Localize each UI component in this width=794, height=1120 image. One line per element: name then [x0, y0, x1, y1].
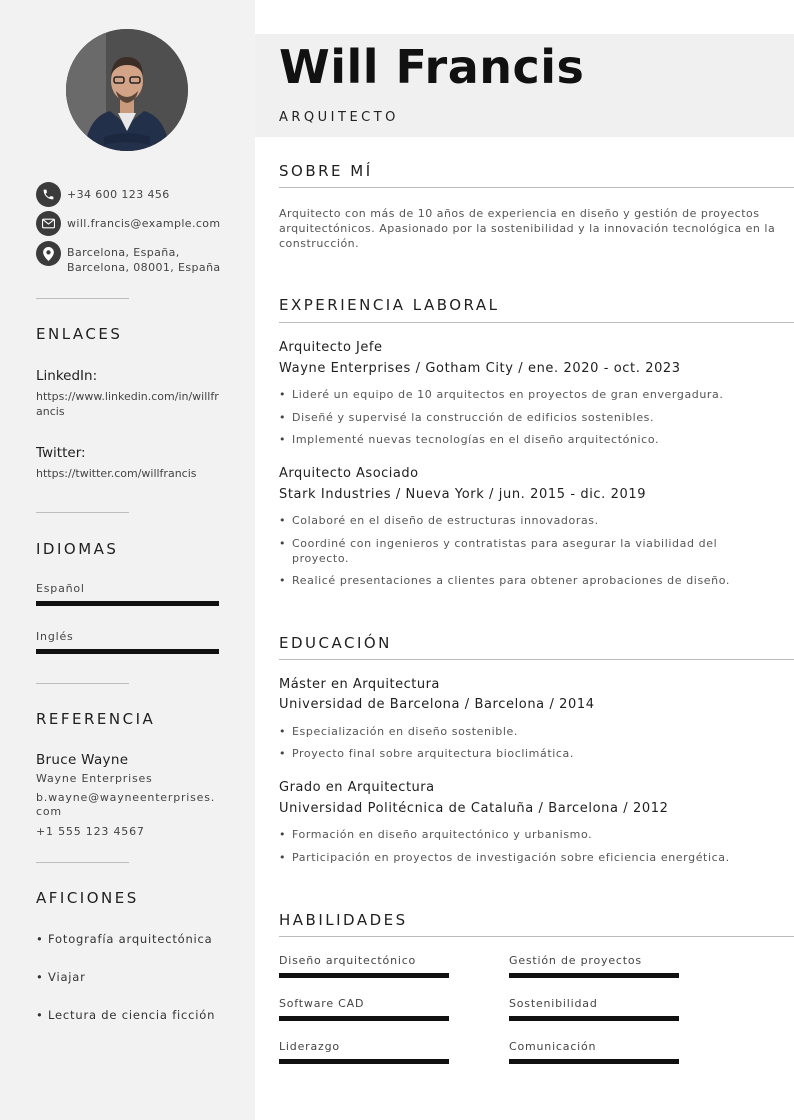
twitter-link[interactable]: https://twitter.com/willfrancis — [36, 467, 197, 480]
education-bullet: • Formación en diseño arquitectónico y urbanismo. — [279, 827, 762, 842]
job-bullet: • Colaboré en el diseño de estructuras innovadoras. — [279, 513, 762, 528]
main-content — [255, 0, 794, 1120]
skill-level-bar — [279, 1059, 449, 1064]
job-subtitle: Stark Industries / Nueva York / jun. 2015 - dic. 2019 — [279, 487, 647, 502]
skills-heading: HABILIDADES — [279, 911, 408, 929]
divider — [36, 683, 129, 684]
reference-email[interactable]: b.wayne@wayneenterprises.com — [36, 791, 216, 818]
contact-phone: +34 600 123 456 — [67, 188, 170, 201]
skill-level-bar — [509, 1016, 679, 1021]
education-bullet: • Especialización en diseño sostenible. — [279, 724, 762, 739]
contact-address-line2: Barcelona, 08001, España — [67, 261, 221, 274]
twitter-label: Twitter: — [36, 445, 86, 461]
contact-address-line1: Barcelona, España, — [67, 246, 180, 259]
hobby-item: • Fotografía arquitectónica — [36, 932, 213, 946]
language-name: Inglés — [36, 630, 74, 643]
job-bullet: • Implementé nuevas tecnologías en el diseño arquitectónico. — [279, 432, 762, 447]
experience-heading: EXPERIENCIA LABORAL — [279, 296, 500, 314]
education-bullet: • Participación en proyectos de investigación sobre eficiencia energética. — [279, 850, 762, 865]
language-level-bar — [36, 601, 219, 606]
hobby-item: • Viajar — [36, 970, 86, 984]
skill-name: Sostenibilidad — [509, 997, 598, 1010]
language-name: Español — [36, 582, 85, 595]
job-title: Arquitecto Asociado — [279, 466, 419, 481]
hobbies-heading: AFICIONES — [36, 889, 139, 907]
education-title: Máster en Arquitectura — [279, 677, 440, 692]
links-heading: ENLACES — [36, 325, 123, 343]
candidate-name: Will Francis — [279, 40, 585, 94]
education-subtitle: Universidad de Barcelona / Barcelona / 2014 — [279, 697, 595, 712]
skill-name: Diseño arquitectónico — [279, 954, 417, 967]
about-heading: SOBRE MÍ — [279, 162, 373, 180]
education-title: Grado en Arquitectura — [279, 780, 435, 795]
contact-email: will.francis@example.com — [67, 217, 221, 230]
reference-company: Wayne Enterprises — [36, 772, 153, 785]
reference-name: Bruce Wayne — [36, 752, 129, 768]
section-divider — [279, 187, 794, 188]
envelope-icon — [36, 211, 61, 236]
section-divider — [279, 322, 794, 323]
job-bullet: • Diseñé y supervisé la construcción de edificios sostenibles. — [279, 410, 762, 425]
job-bullet: • Realicé presentaciones a clientes para obtener aprobaciones de diseño. — [279, 573, 762, 588]
divider — [36, 512, 129, 513]
skill-level-bar — [509, 973, 679, 978]
languages-heading: IDIOMAS — [36, 540, 119, 558]
hobby-item: • Lectura de ciencia ficción — [36, 1008, 216, 1022]
job-subtitle: Wayne Enterprises / Gotham City / ene. 2020 - oct. 2023 — [279, 361, 681, 376]
linkedin-link[interactable]: https://www.linkedin.com/in/willfrancis — [36, 390, 219, 418]
divider — [36, 862, 129, 863]
skill-level-bar — [279, 1016, 449, 1021]
skill-level-bar — [509, 1059, 679, 1064]
profile-photo — [66, 29, 188, 151]
skill-level-bar — [279, 973, 449, 978]
about-text: Arquitecto con más de 10 años de experiencia en diseño y gestión de proyectos arquitectónicos. Apasionado por la sostenibilidad y la innovación tecnológica en la construcción. — [279, 207, 776, 250]
sidebar — [0, 0, 255, 1120]
education-subtitle: Universidad Politécnica de Cataluña / Barcelona / 2012 — [279, 801, 669, 816]
skill-name: Gestión de proyectos — [509, 954, 642, 967]
reference-phone: +1 555 123 4567 — [36, 825, 145, 838]
section-divider — [279, 659, 794, 660]
reference-heading: REFERENCIA — [36, 710, 156, 728]
map-pin-icon — [36, 241, 61, 266]
skill-name: Software CAD — [279, 997, 365, 1010]
education-bullet: • Proyecto final sobre arquitectura bioclimática. — [279, 746, 762, 761]
skill-name: Comunicación — [509, 1040, 597, 1053]
phone-icon — [36, 182, 61, 207]
skill-name: Liderazgo — [279, 1040, 340, 1053]
linkedin-label: LinkedIn: — [36, 368, 98, 384]
divider — [36, 298, 129, 299]
candidate-role: ARQUITECTO — [279, 110, 399, 125]
job-title: Arquitecto Jefe — [279, 340, 383, 355]
education-heading: EDUCACIÓN — [279, 634, 392, 652]
section-divider — [279, 936, 794, 937]
job-bullet: • Coordiné con ingenieros y contratistas para asegurar la viabilidad del proyecto. — [279, 536, 762, 566]
language-level-bar — [36, 649, 219, 654]
job-bullet: • Lideré un equipo de 10 arquitectos en proyectos de gran envergadura. — [279, 387, 762, 402]
